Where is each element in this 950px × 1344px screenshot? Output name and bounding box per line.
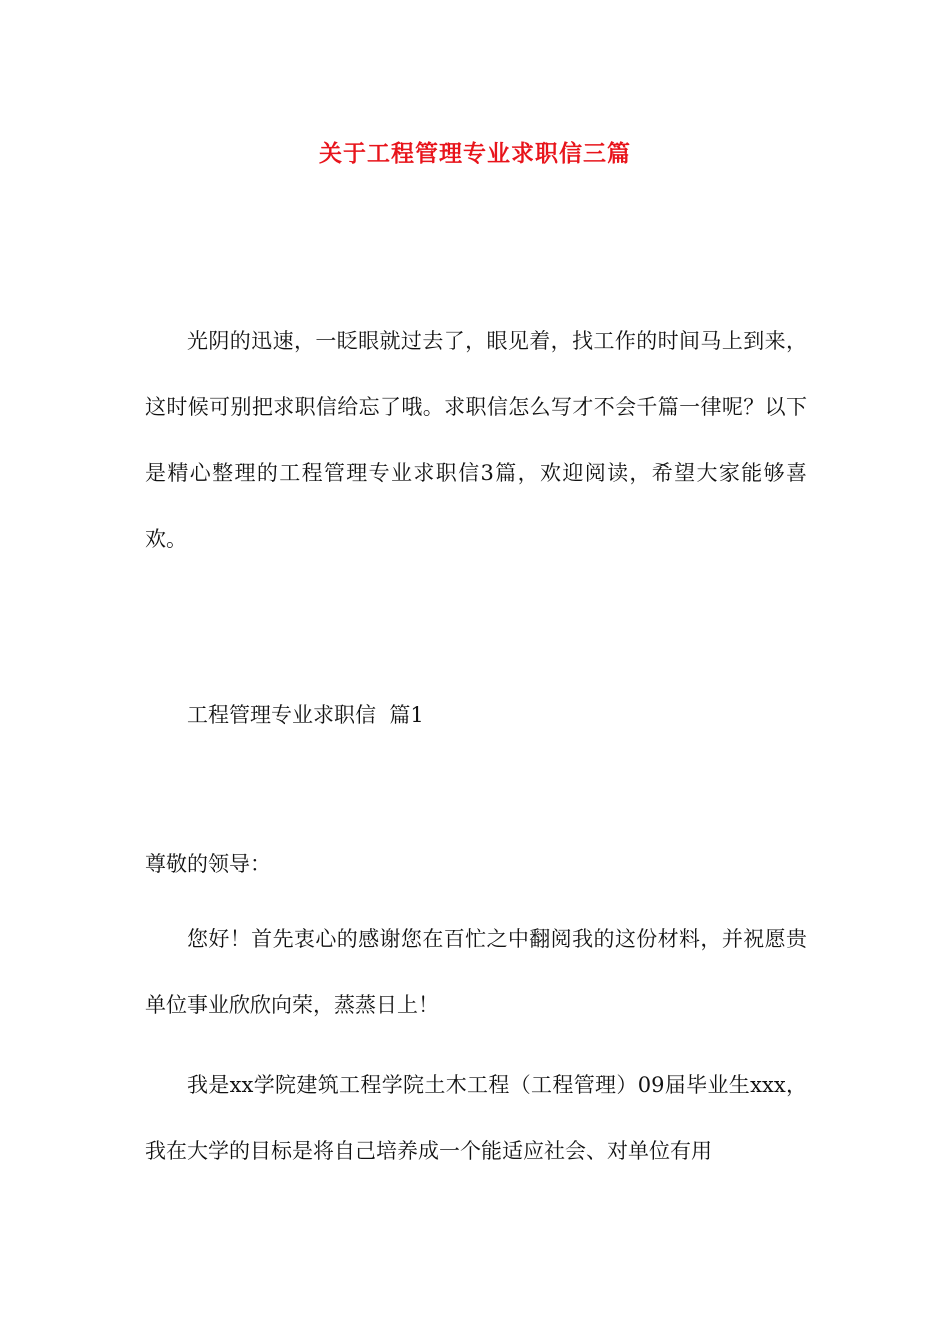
document-title: 关于工程管理专业求职信三篇 — [319, 140, 631, 167]
salutation: 尊敬的领导： — [145, 852, 271, 876]
body-paragraph: 您好！首先衷心的感谢您在百忙之中翻阅我的这份材料，并祝愿贵单位事业欣欣向荣，蒸蒸日上！ — [145, 927, 807, 1017]
intro-paragraph: 光阴的迅速，一眨眼就过去了，眼见着，找工作的时间马上到来，这时候可别把求职信给忘了哦。求职信怎么写才不会千篇一律呢？以下是精心整理的工程管理专业求职信3篇，欢迎阅读，希望大家能够喜欢。 — [145, 329, 807, 551]
section-heading: 工程管理专业求职信 篇1 — [187, 703, 424, 727]
body-paragraph: 我是xx学院建筑工程学院土木工程（工程管理）09届毕业生xxx，我在大学的目标是将自己培养成一个能适应社会、对单位有用 — [145, 1073, 807, 1163]
